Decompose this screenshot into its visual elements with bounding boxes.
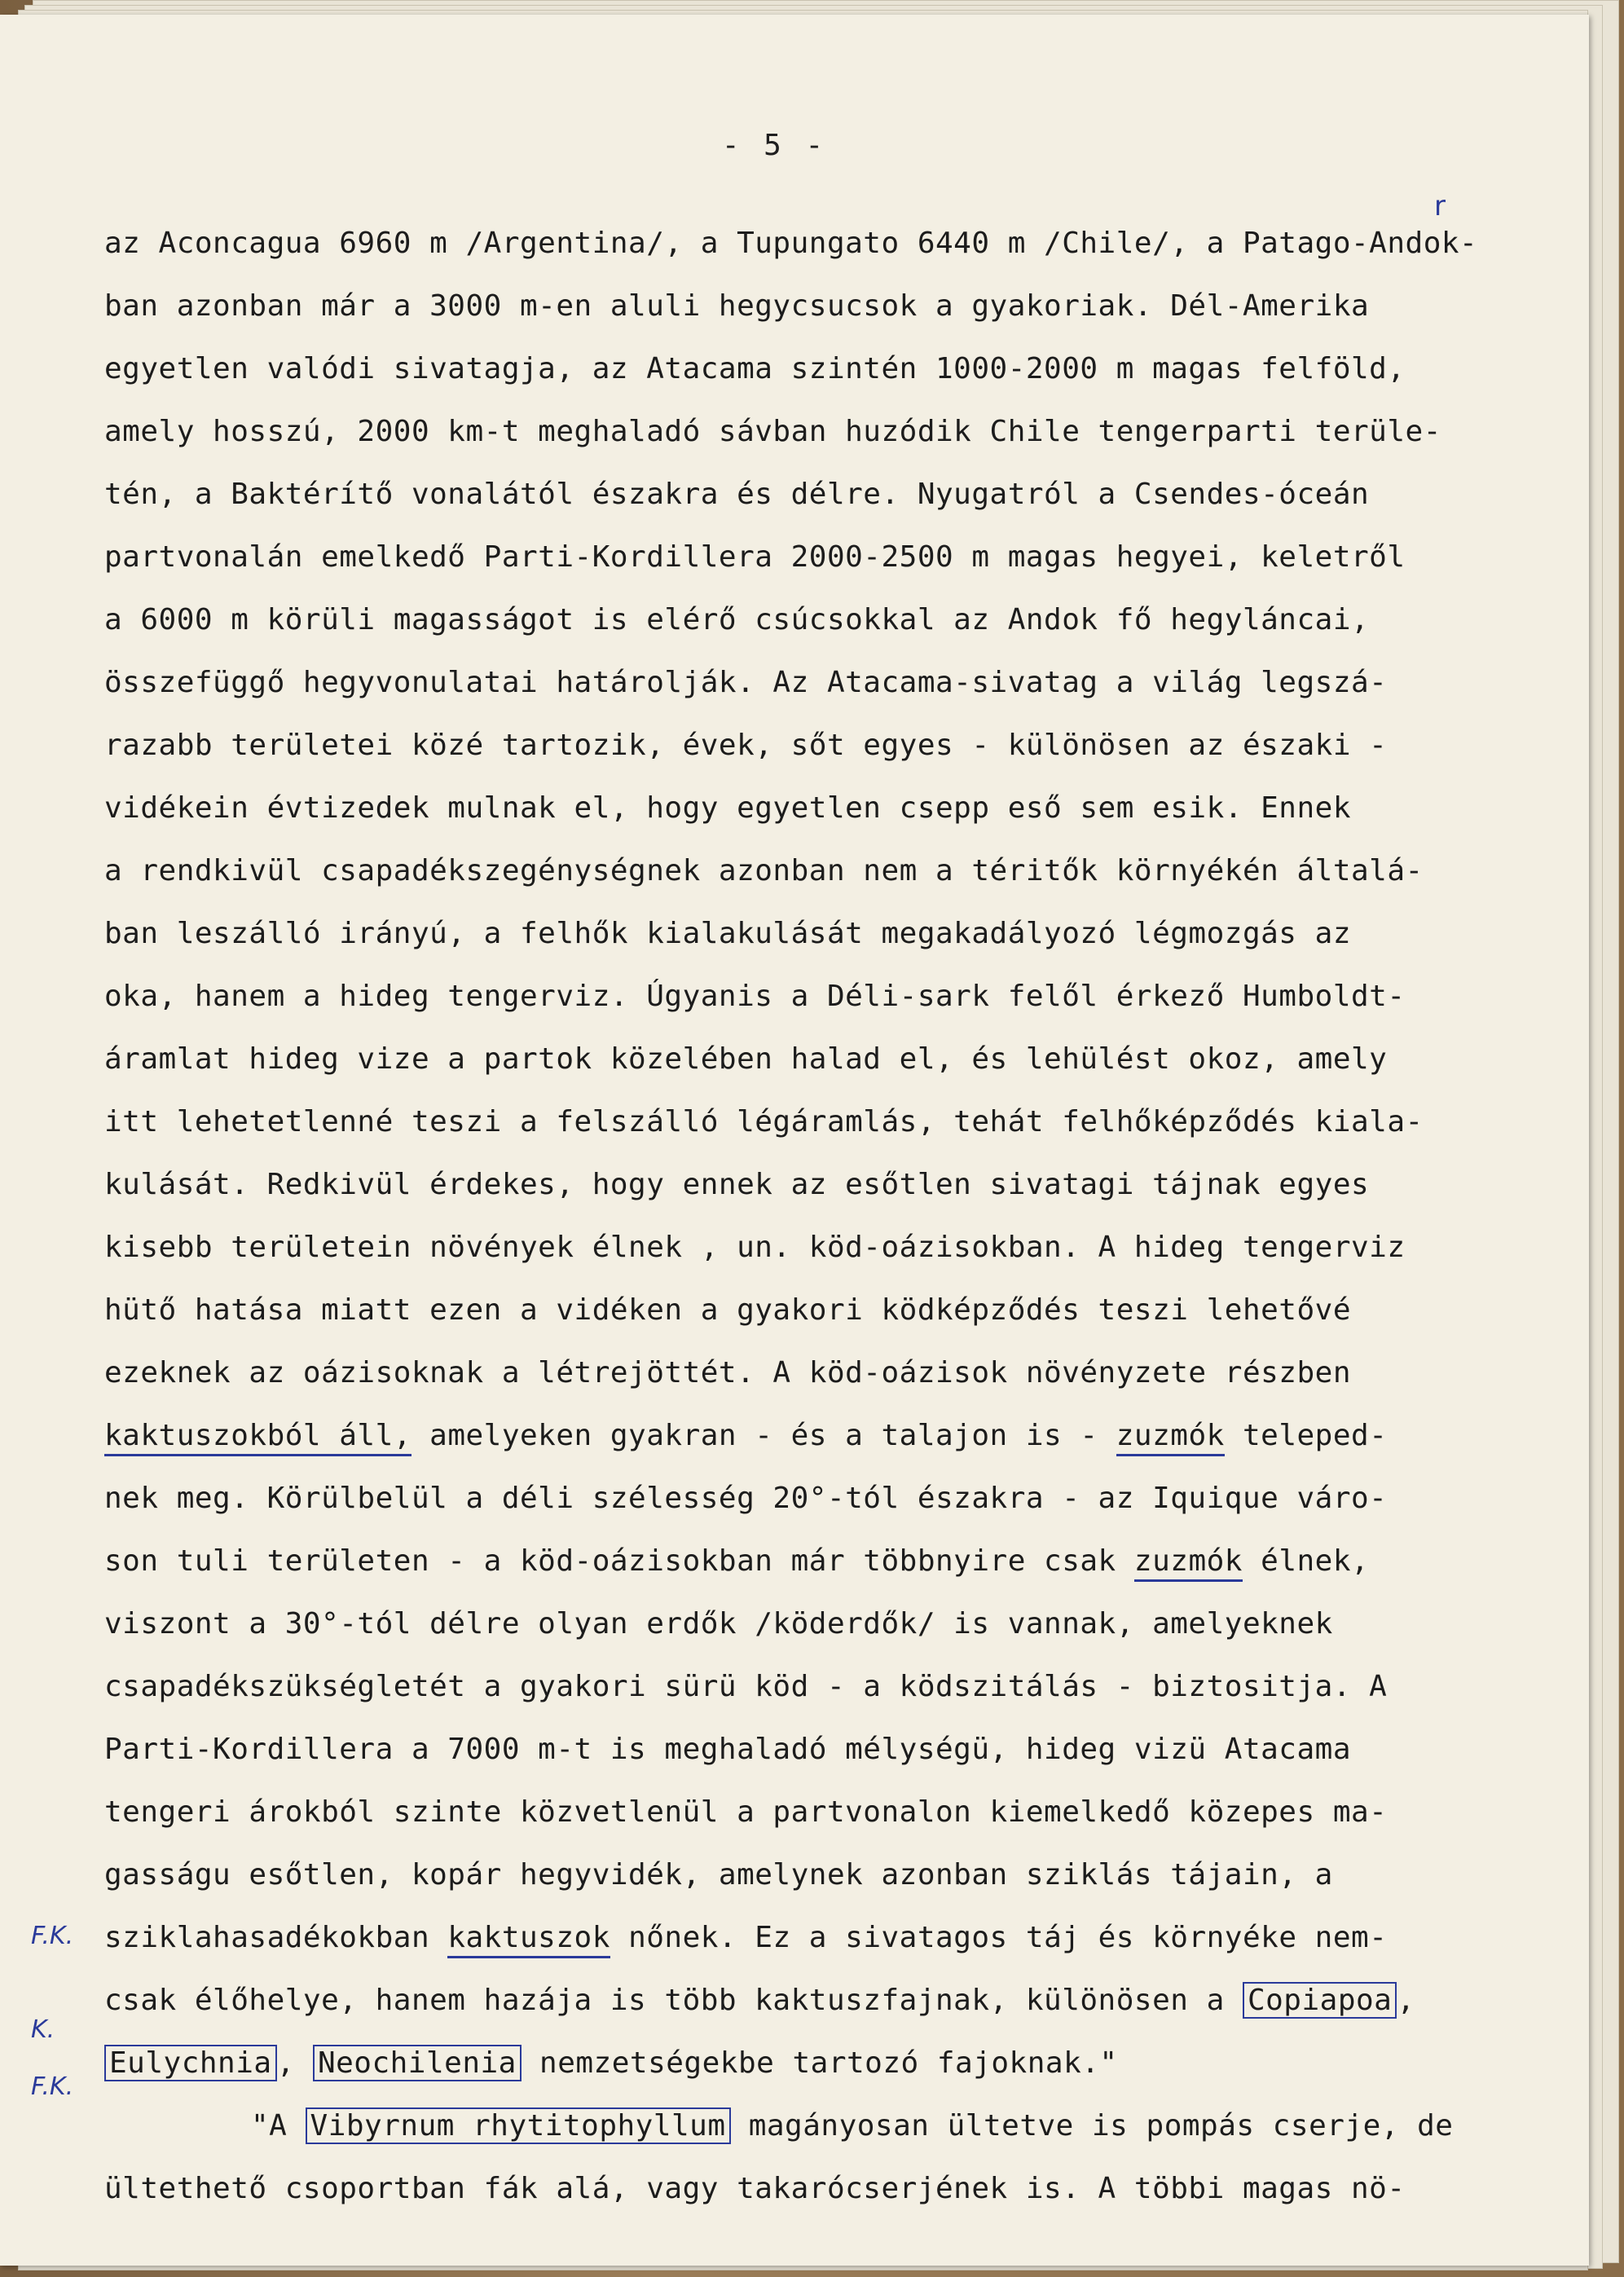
text-line: ezeknek az oázisoknak a létrejöttét. A köd-oázisok növényzete részben [104, 1356, 1351, 1390]
text-line: hütő hatása miatt ezen a vidéken a gyakori ködképződés teszi lehetővé [104, 1293, 1351, 1327]
text-line: ültethető csoportban fák alá, vagy takarócserjének is. A többi magas nö- [104, 2172, 1406, 2205]
ink-boxed-term: Eulychnia [104, 2045, 277, 2081]
text-line: egyetlen valódi sivatagja, az Atacama szintén 1000-2000 m magas felföld, [104, 352, 1406, 385]
text-line [104, 1530, 1538, 1592]
text-line: razabb területei közé tartozik, évek, sőt egyes - különösen az északi - [104, 729, 1388, 762]
text-span: magányosan ültetve is pompás cserje, de [730, 2109, 1454, 2143]
handwritten-correction-mark: r [1434, 190, 1446, 222]
ink-underlined-term: kaktuszokból áll, [104, 1419, 412, 1456]
text-line: az Aconcagua 6960 m /Argentina/, a Tupungato 6440 m /Chile/, a Patago-Andok- [104, 227, 1478, 260]
text-line [104, 2032, 1538, 2094]
text-line: összefüggő hegyvonulatai határolják. Az Atacama-sivatag a világ legszá- [104, 666, 1388, 699]
text-line [104, 1969, 1538, 2032]
margin-note: F.K. [31, 2072, 74, 2101]
text-line: kulását. Redkivül érdekes, hogy ennek az esőtlen sivatagi tájnak egyes [104, 1168, 1370, 1201]
margin-note: K. [31, 2015, 55, 2044]
text-line: vidékein évtizedek mulnak el, hogy egyetlen csepp eső sem esik. Ennek [104, 791, 1351, 825]
text-line [104, 1404, 1538, 1467]
margin-note: F.K. [31, 1922, 74, 1950]
ink-boxed-term: Copiapoa [1243, 1982, 1397, 2019]
text-line: nek meg. Körülbelül a déli szélesség 20°-tól északra - az Iquique váro- [104, 1482, 1388, 1515]
ink-underlined-term: zuzmók [1116, 1419, 1225, 1456]
text-span: , [276, 2046, 313, 2080]
text-line: oka, hanem a hideg tengerviz. Úgyanis a Déli-sark felől érkező Humboldt- [104, 980, 1406, 1013]
text-span: , [1397, 1984, 1415, 2017]
text-span: nőnek. Ez a sivatagos táj és környéke nem- [610, 1921, 1388, 1954]
ink-boxed-term: Neochilenia [313, 2045, 522, 2081]
text-span: "A [251, 2109, 306, 2143]
text-line: Parti-Kordillera a 7000 m-t is meghaladó mélységü, hideg vizü Atacama [104, 1733, 1351, 1766]
text-span: csak élőhelye, hanem hazája is több kaktuszfajnak, különösen a [104, 1984, 1243, 2017]
text-line: amely hosszú, 2000 km-t meghaladó sávban huzódik Chile tengerparti terüle- [104, 415, 1441, 448]
page-number: - 5 - [721, 129, 827, 162]
ink-underlined-term: kaktuszok [447, 1921, 610, 1958]
text-line: a 6000 m körüli magasságot is elérő csúcsokkal az Andok fő hegyláncai, [104, 603, 1370, 636]
text-line: ban leszálló irányú, a felhők kialakulását megakadályozó légmozgás az [104, 917, 1351, 950]
text-span: sziklahasadékokban [104, 1921, 448, 1954]
text-span: amelyeken gyakran - és a talajon is - [411, 1419, 1116, 1452]
text-line: tengeri árokból szinte közvetlenül a partvonalon kiemelkedő közepes ma- [104, 1795, 1388, 1829]
text-span: teleped- [1224, 1419, 1388, 1452]
ink-underlined-term: zuzmók [1134, 1544, 1243, 1582]
text-line: tén, a Baktérítő vonalától északra és délre. Nyugatról a Csendes-óceán [104, 478, 1370, 511]
text-line: ban azonban már a 3000 m-en aluli hegycsucsok a gyakoriak. Dél-Amerika [104, 289, 1370, 323]
text-line: a rendkivül csapadékszegénységnek azonban nem a téritők környékén általá- [104, 854, 1424, 887]
text-line: csapadékszükségletét a gyakori sürü köd - a ködszitálás - biztositja. A [104, 1670, 1388, 1703]
ink-boxed-term: Vibyrnum rhytitophyllum [306, 2107, 731, 2144]
text-span: son tuli területen - a köd-oázisokban már többnyire csak [104, 1544, 1134, 1578]
text-line: viszont a 30°-tól délre olyan erdők /köderdők/ is vannak, amelyeknek [104, 1607, 1333, 1641]
typewritten-page [0, 15, 1589, 2266]
text-line: itt lehetetlenné teszi a felszálló légáramlás, tehát felhőképződés kiala- [104, 1105, 1424, 1138]
text-line: gasságu esőtlen, kopár hegyvidék, amelynek azonban sziklás tájain, a [104, 1858, 1333, 1892]
text-span: élnek, [1242, 1544, 1370, 1578]
text-line [104, 2094, 1538, 2157]
body-text [104, 212, 1538, 2220]
text-line: partvonalán emelkedő Parti-Kordillera 2000-2500 m magas hegyei, keletről [104, 540, 1406, 574]
text-line: áramlat hideg vize a partok közelében halad el, és lehülést okoz, amely [104, 1042, 1388, 1076]
text-line: kisebb területein növények élnek , un. köd-oázisokban. A hideg tengerviz [104, 1231, 1406, 1264]
text-line [104, 1906, 1538, 1969]
text-span: nemzetségekbe tartozó fajoknak." [521, 2046, 1118, 2080]
